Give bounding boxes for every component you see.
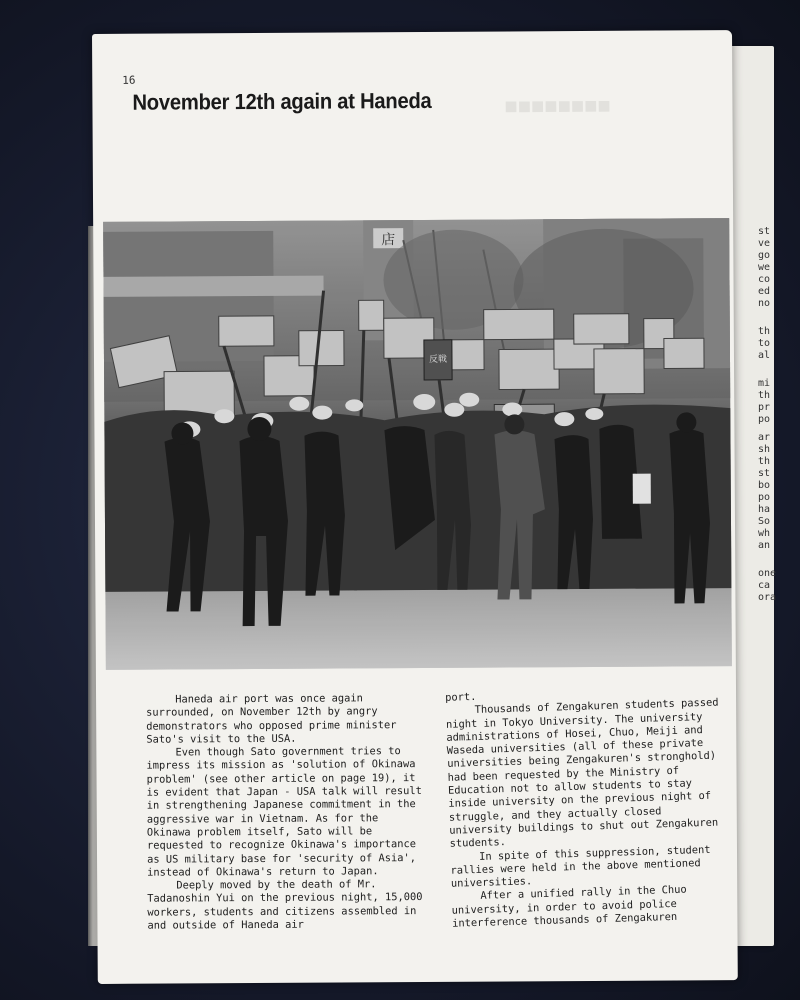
paragraph: Even though Sato government tries to impress its mission as 'solution of Okinawa problem' (see other article on page 19), it is evident that Japan - USA talk will result in strengthening Japanese commitment in the aggressive war in Vietnam. As for the Okinawa problem itself, Sato will be requested to recognize Okinawa's importance as US military base for 'security of Asia', instead of Okinawa's return to Japan. [146,745,422,879]
next-page-text-fragment: pr [758,402,771,413]
next-page-text-fragment: co [758,274,771,285]
paragraph: In spite of this suppression, student rallies were held in the above mentioned universities. [450,843,711,890]
next-page-text-fragment: one [758,568,777,579]
paragraph: Thousands of Zengakuren students passed night in Tokyo University. The university administrations of Hosei, Chuo, Meiji and Waseda universities (all of these private universities being Zengakuren's stronghold) had been requested by the Ministry of Education not to allow students to stay inside university on the previous night of struggle, and they actually closed university buildings to shut out Zengakuren students. [445,696,719,851]
paragraph: port. [445,690,477,704]
next-page-text-fragment: an [758,540,771,551]
page-number: 16 [122,73,136,87]
next-page-text-fragment: ve [758,238,771,249]
next-page-text-fragment: ar [758,432,771,443]
paragraph: Deeply moved by the death of Mr. Tadanoshin Yui on the previous night, 15,000 workers, students and citizens assembled in and outside of Haneda air [147,878,423,932]
next-page-text-fragment: po [758,492,771,503]
next-page-text-fragment: wh [758,528,771,539]
next-page-text-fragment: bo [758,480,771,491]
photo-drawing [103,218,732,670]
next-page-text-fragment: th [758,390,771,401]
demonstration-photo [103,218,732,670]
next-page-text-fragment: po [758,414,771,425]
next-page-text-fragment: ed [758,286,771,297]
next-page-text-fragment: no [758,298,771,309]
next-page-text-fragment: st [758,226,771,237]
article-body [146,690,727,933]
article-column-left [146,692,428,933]
paragraph: Haneda air port was once again surrounded, on November 12th by angry demonstrators who opposed prime minister Sato's visit to the USA. [146,692,397,746]
next-page-text-fragment: go [758,250,771,261]
magazine-page [92,30,738,984]
next-page-text-fragment: th [758,326,771,337]
next-page-text-fragment: So [758,516,771,527]
shop-sign: 店 [381,232,396,249]
next-page-text-fragment: ora [758,592,777,603]
article-column-right [445,683,733,931]
next-page-text-fragment: mi [758,378,771,389]
next-page-text-fragment: to [758,338,771,349]
paragraph: After a unified rally in the Chuo university, in order to avoid police interference thousands of Zengakuren [451,884,687,930]
next-page-text-fragment: th [758,456,771,467]
show-through-text: ■■■■■■■■ [504,92,611,119]
next-page-text-fragment: al [758,350,771,361]
next-page-text-fragment: st [758,468,771,479]
next-page-text-fragment: we [758,262,771,273]
placard-text: 反戦 [428,354,448,365]
article-title: November 12th again at Haneda [132,87,432,115]
next-page-text-fragment: sh [758,444,771,455]
next-page-text-fragment: ha [758,504,771,515]
next-page-text-fragment: ca [758,580,771,591]
